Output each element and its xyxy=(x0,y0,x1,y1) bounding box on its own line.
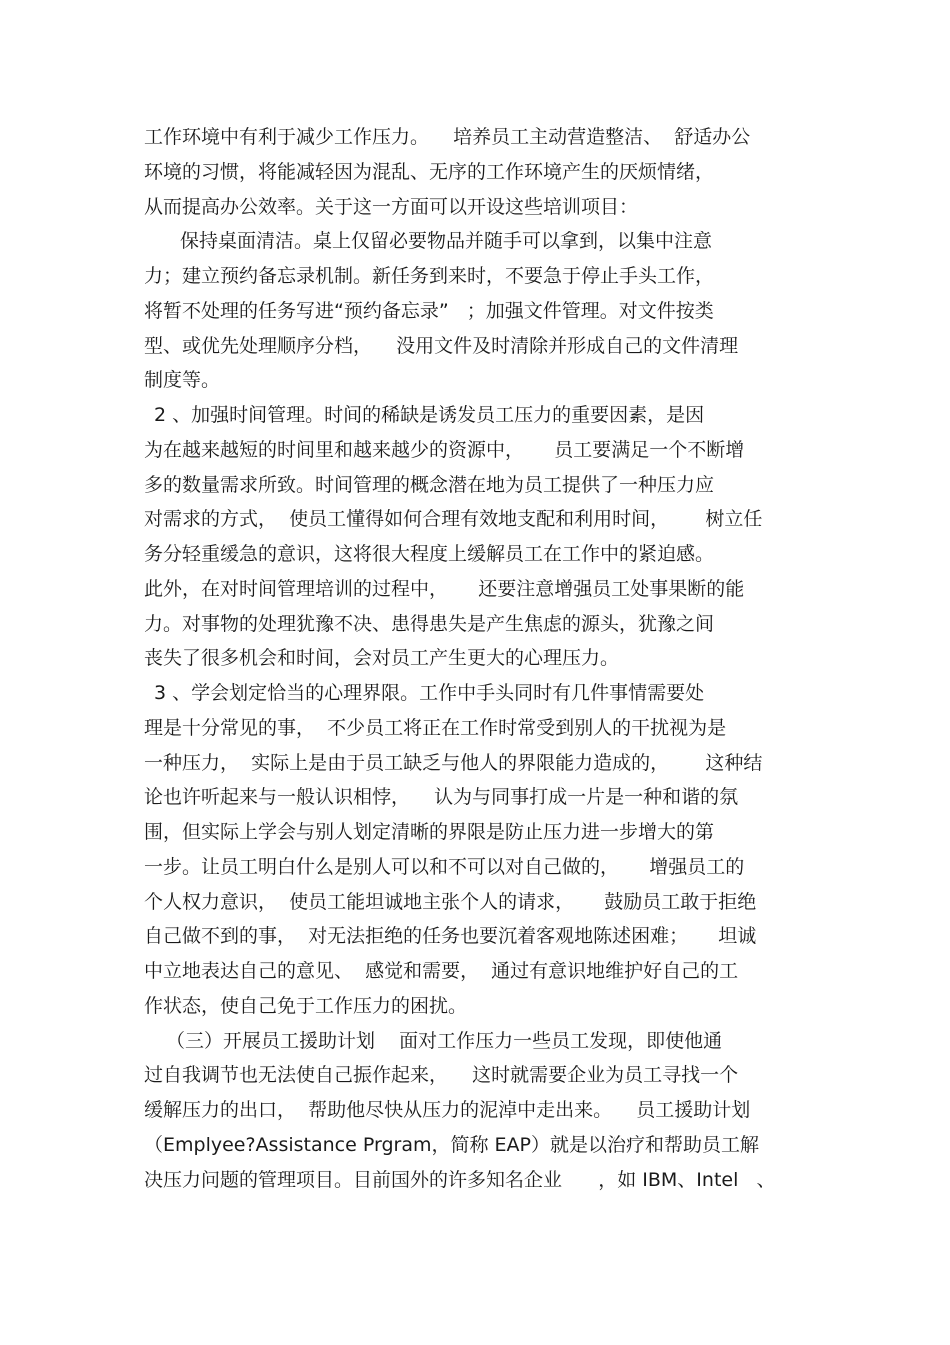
text-line: 丧失了很多机会和时间，会对员工产生更大的心理压力。 xyxy=(144,647,620,670)
text-line: 力。对事物的处理犹豫不决、患得患失是产生焦虑的源头，犹豫之间 xyxy=(144,612,715,635)
text-line: 型、或优先处理顺序分档， 没用文件及时清除并形成自己的文件清理 xyxy=(144,334,739,357)
text-line: 一种压力， 实际上是由于员工缺乏与他人的界限能力造成的， 这种结 xyxy=(144,751,763,774)
text-line: （Emplyee?Assistance Prgram，简称 EAP）就是以治疗和帮助员工解 xyxy=(144,1133,759,1156)
text-line: 此外，在对时间管理培训的过程中， 还要注意增强员工处事果断的能 xyxy=(144,577,745,600)
text-line: 作状态，使自己免于工作压力的困扰。 xyxy=(144,994,468,1017)
text-line: 过自我调节也无法使自己振作起来， 这时就需要企业为员工寻找一个 xyxy=(144,1064,739,1087)
text-line: 从而提高办公效率。关于这一方面可以开设这些培训项目： xyxy=(144,195,639,218)
text-line: 3 、学会划定恰当的心理界限。工作中手头同时有几件事情需要处 xyxy=(154,682,705,704)
text-line: 理是十分常见的事， 不少员工将正在工作时常受到别人的干扰视为是 xyxy=(144,716,727,739)
text-line: 务分轻重缓急的意识，这将很大程度上缓解员工在工作中的紧迫感。 xyxy=(144,543,715,565)
text-line: 工作环境中有利于减少工作压力。 培养员工主动营造整洁、 舒适办公 xyxy=(144,126,751,148)
text-line: 围，但实际上学会与别人划定清晰的界限是防止压力进一步增大的第 xyxy=(144,821,715,843)
text-line: （三）开展员工援助计划 面对工作压力一些员工发现，即使他通 xyxy=(166,1029,723,1052)
text-line: 为在越来越短的时间里和越来越少的资源中， 员工要满足一个不断增 xyxy=(144,438,745,461)
text-line: 2 、加强时间管理。时间的稀缺是诱发员工压力的重要因素，是因 xyxy=(154,404,705,426)
text-line: 对需求的方式， 使员工懂得如何合理有效地支配和利用时间， 树立任 xyxy=(144,508,763,531)
text-line: 制度等。 xyxy=(144,369,221,392)
text-line: 保持桌面清洁。桌上仅留必要物品并随手可以拿到，以集中注意 xyxy=(180,230,713,253)
text-line: 论也许听起来与一般认识相悖， 认为与同事打成一片是一种和谐的氛 xyxy=(144,786,739,809)
document-body xyxy=(144,120,824,1197)
text-line: 力；建立预约备忘录机制。新任务到来时，不要急于停止手头工作， xyxy=(144,265,715,287)
text-line: 一步。让员工明白什么是别人可以和不可以对自己做的， 增强员工的 xyxy=(144,855,745,878)
text-line: 多的数量需求所致。时间管理的概念潜在地为员工提供了一种压力应 xyxy=(144,473,715,496)
text-line: 中立地表达自己的意见、 感觉和需要， 通过有意识地维护好自己的工 xyxy=(144,960,739,982)
text-line: 环境的习惯，将能减轻因为混乱、无序的工作环境产生的厌烦情绪， xyxy=(144,160,715,183)
text-line: 决压力问题的管理项目。目前国外的许多知名企业 ，如 IBM、Intel 、 xyxy=(144,1168,776,1191)
text-line: 自己做不到的事， 对无法拒绝的任务也要沉着客观地陈述困难； 坦诚 xyxy=(144,925,757,948)
text-line: 个人权力意识， 使员工能坦诚地主张个人的请求， 鼓励员工敢于拒绝 xyxy=(144,890,757,913)
text-line: 缓解压力的出口， 帮助他尽快从压力的泥淖中走出来。 员工援助计划 xyxy=(144,1099,751,1121)
text-line: 将暂不处理的任务写进“预约备忘录” ；加强文件管理。对文件按类 xyxy=(144,299,714,322)
